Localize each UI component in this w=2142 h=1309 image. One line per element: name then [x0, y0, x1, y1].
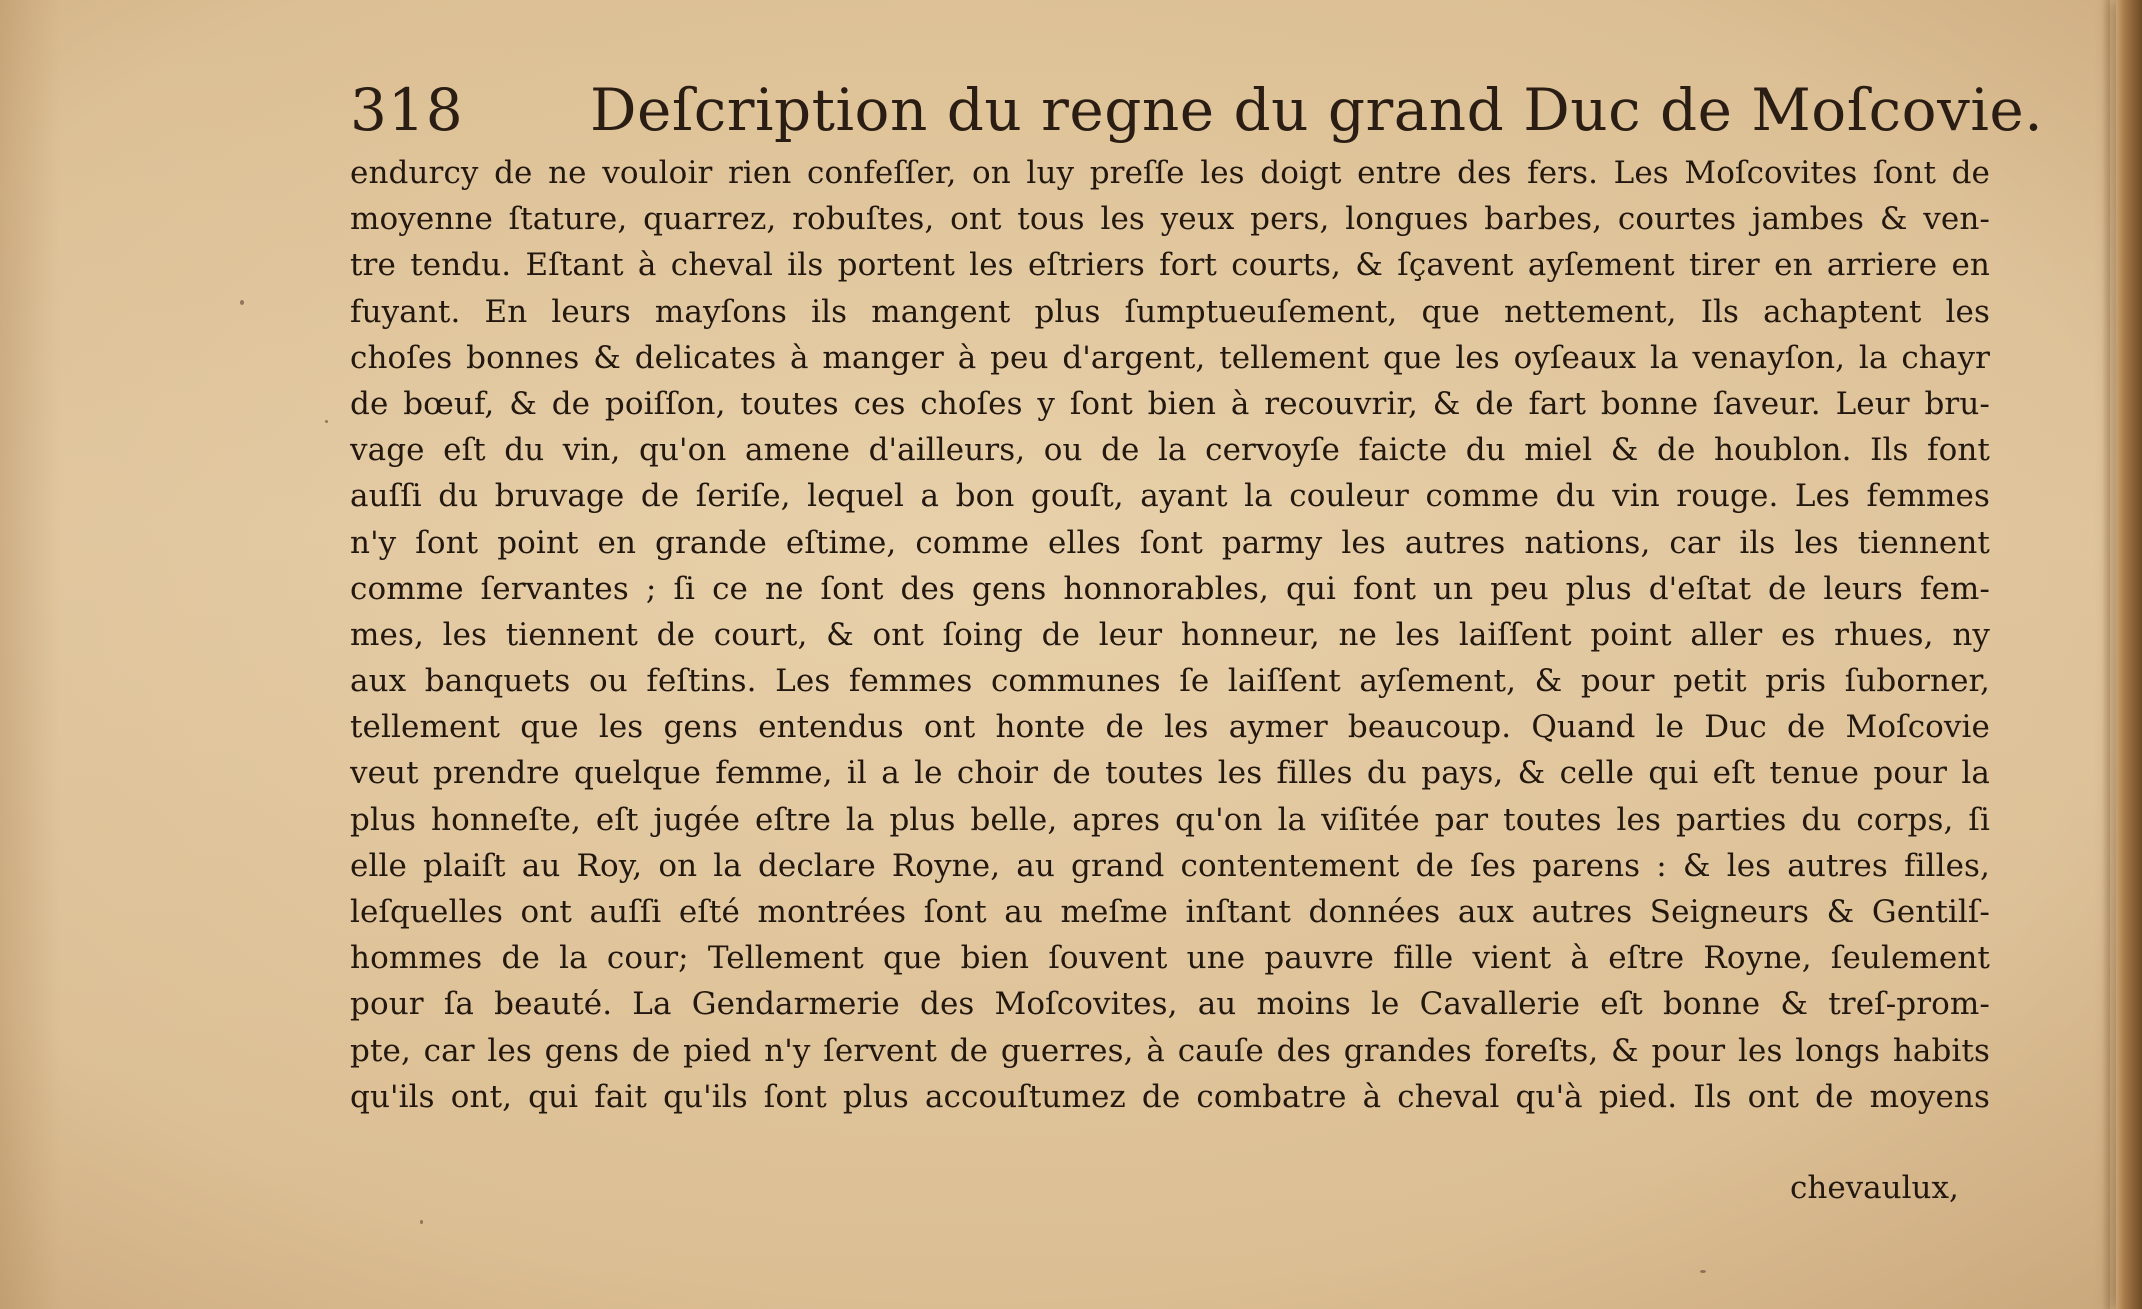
text-line: elle plaiſt au Roy, on la declare Royne, au grand contentement de ſes parens : & les autres filles, [350, 847, 1990, 884]
text-line: veut prendre quelque femme, il a le choir de toutes les filles du pays, & celle qui eſt tenue pour la [350, 755, 1990, 792]
text-line: auſſi du bruvage de ſeriſe, lequel a bon gouſt, ayant la couleur comme du vin rouge. Les femmes [350, 478, 1990, 515]
text-line: endurcy de ne vouloir rien confeſſer, on luy preſſe les doigt entre des fers. Les Moſcovites ſont de [350, 155, 1990, 191]
text-line: leſquelles ont auſſi eſté montrées ſont au meſme inſtant données aux autres Seigneurs & Gentilſ- [350, 894, 1990, 930]
catchword: chevaulux, [1790, 1170, 1959, 1206]
text-line: tre tendu. Eſtant à cheval ils portent les eſtriers fort courts, & ſçavent ayſement tirer en arriere en [350, 247, 1990, 284]
paper-speck [420, 1220, 423, 1224]
paper-speck [1700, 1270, 1706, 1273]
text-line: pte, car les gens de pied n'y ſervent de guerres, à cauſe des grandes foreſts, & pour les longs habits [350, 1032, 1990, 1069]
text-line: comme ſervantes ; ſi ce ne ſont des gens honnorables, qui font un peu plus d'eſtat de leurs fem- [350, 570, 1990, 607]
page-number: 318 [350, 76, 464, 144]
text-line: qu'ils ont, qui fait qu'ils ſont plus accouſtumez de combatre à cheval qu'à pied. Ils ont de moyens [350, 1078, 1990, 1115]
text-line: hommes de la cour; Tellement que bien ſouvent une pauvre fille vient à eſtre Royne, ſeulement [350, 940, 1990, 977]
text-line: vage eſt du vin, qu'on amene d'ailleurs, ou de la cervoyſe faicte du miel & de houblon. Ils font [350, 432, 1990, 469]
paper-speck [240, 300, 244, 305]
text-line: fuyant. En leurs mayſons ils mangent plus ſumptueuſement, que nettement, Ils achaptent les [350, 293, 1990, 330]
page-left-shading [0, 0, 60, 1309]
text-line: mes, les tiennent de court, & ont ſoing de leur honneur, ne les laiſſent point aller es rhues, ny [350, 616, 1990, 653]
text-line: aux banquets ou feſtins. Les femmes communes ſe laiſſent ayſement, & pour petit pris ſuborner, [350, 663, 1990, 700]
paper-speck [325, 420, 328, 423]
page-header [350, 70, 2044, 150]
text-line: de bœuf, & de poiſſon, toutes ces choſes y ſont bien à recouvrir, & de fart bonne ſaveur. Leur bru- [350, 385, 1990, 422]
text-line: choſes bonnes & delicates à manger à peu d'argent, tellement que les oyſeaux la venayſon, la chayr [350, 339, 1990, 376]
running-title: Deſcription du regne du grand Duc de Moſcovie. [590, 76, 2044, 144]
text-line: n'y ſont point en grande eſtime, comme elles ſont parmy les autres nations, car ils les tiennent [350, 524, 1990, 561]
body-text [350, 150, 1990, 1120]
text-line: tellement que les gens entendus ont honte de les aymer beaucoup. Quand le Duc de Moſcovie [350, 709, 1990, 746]
text-line: moyenne ſtature, quarrez, robuſtes, ont tous les yeux pers, longues barbes, courtes jambes & ven- [350, 201, 1990, 238]
page-gutter-edge [2116, 0, 2142, 1309]
text-line: plus honneſte, eſt jugée eſtre la plus belle, apres qu'on la viſitée par toutes les parties du corps, ſi [350, 801, 1990, 838]
text-line: pour ſa beauté. La Gendarmerie des Moſcovites, au moins le Cavallerie eſt bonne & treſ-prom- [350, 986, 1990, 1023]
